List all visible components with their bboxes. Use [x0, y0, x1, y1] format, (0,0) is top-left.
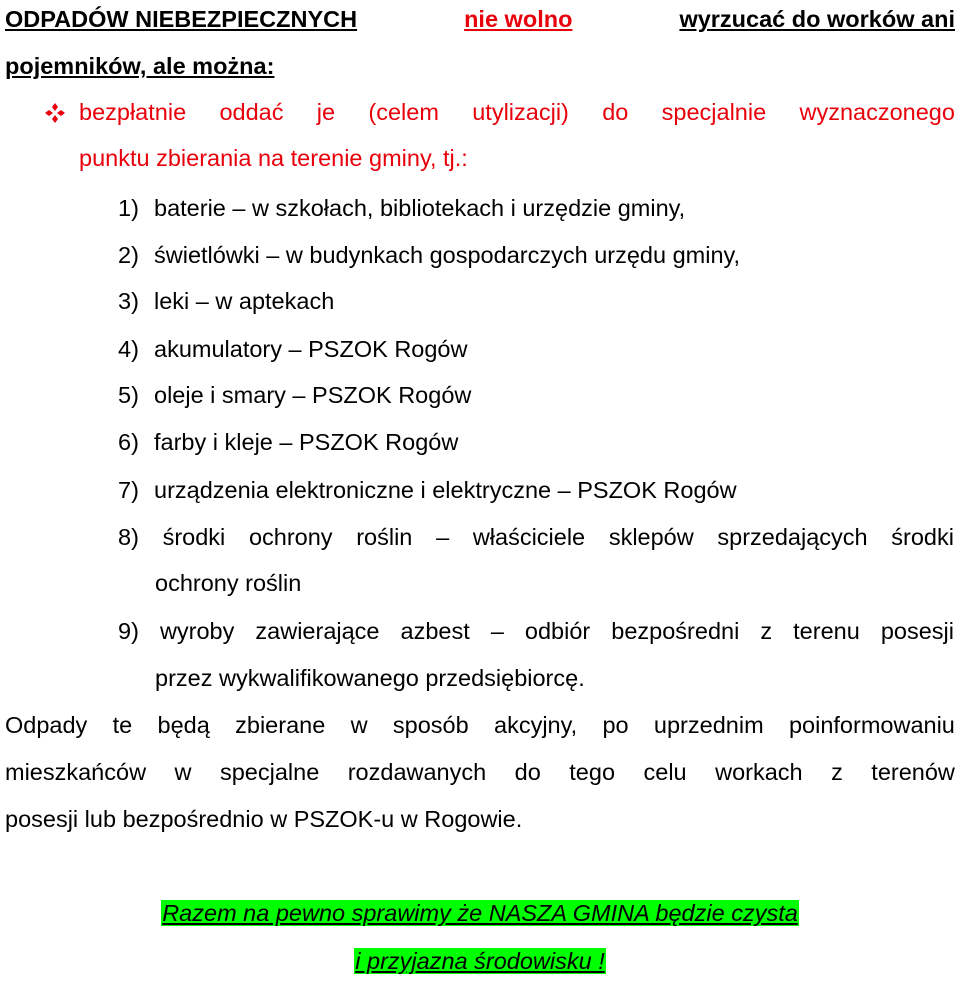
list-text: farby i kleje – PSZOK Rogów: [154, 429, 459, 455]
list-text-word: środki: [162, 524, 226, 550]
paragraph-line-2-word: mieszkańców: [5, 759, 147, 785]
list-number: 5): [118, 382, 139, 408]
slogan-text-2: i przyjazna środowisku !: [355, 948, 605, 974]
list-item-9-continuation: przez wykwalifikowanego przedsiębiorcę.: [155, 665, 585, 691]
list-item-3: [118, 286, 334, 316]
paragraph-line-2-word: workach: [715, 759, 803, 785]
paragraph-line-3: posesji lub bezpośrednio w PSZOK-u w Rogowie.: [5, 806, 523, 832]
list-number: 3): [118, 288, 139, 314]
paragraph-line-2: [5, 757, 955, 787]
list-text: świetlówki – w budynkach gospodarczych urzędu gminy,: [154, 242, 741, 268]
list-item-9: [118, 616, 954, 646]
list-text-word: terenu: [793, 618, 860, 644]
list-text-word: zawierające: [255, 618, 380, 644]
list-item-8: [118, 522, 954, 552]
paragraph-line-2-word: z: [831, 759, 843, 785]
paragraph-line-1-word: w: [350, 712, 368, 738]
list-item-8-line: [118, 522, 954, 552]
list-text-word: środki: [891, 524, 954, 550]
list-text-word: –: [436, 524, 450, 550]
paragraph-line-1-word: akcyjny,: [494, 712, 578, 738]
paragraph-line-2-word: specjalne: [219, 759, 320, 785]
list-item-8-continuation: ochrony roślin: [155, 570, 302, 596]
list-item-6: [118, 427, 458, 457]
list-number: 7): [118, 477, 139, 503]
list-number: 9): [118, 618, 139, 644]
list-text-word: azbest: [400, 618, 470, 644]
bullet-item: [45, 97, 960, 127]
list-item-9-line: [118, 616, 954, 646]
list-item-2: [118, 240, 740, 270]
list-text: baterie – w szkołach, bibliotekach i urzędzie gminy,: [154, 195, 686, 221]
paragraph-line-1-word: poinformowaniu: [788, 712, 955, 738]
list-text: oleje i smary – PSZOK Rogów: [154, 382, 472, 408]
list-text-word: –: [490, 618, 504, 644]
heading-line-1: [5, 4, 955, 34]
paragraph-line-1: [5, 710, 955, 740]
bullet-line-1-word: utylizacji): [472, 99, 569, 125]
bullet-line-1-word: do: [602, 99, 629, 125]
bullet-line-1-word: specjalnie: [661, 99, 767, 125]
paragraph-line-1-word: uprzednim: [653, 712, 764, 738]
list-number: 8): [118, 524, 139, 550]
paragraph-line-2-word: rozdawanych: [347, 759, 487, 785]
heading-part-1: ODPADÓW NIEBEZPIECZNYCH: [5, 6, 358, 32]
paragraph-line-1-word: będą: [157, 712, 210, 738]
bullet-text-line-2: punktu zbierania na terenie gminy, tj.:: [79, 145, 468, 171]
list-text-word: bezpośredni: [611, 618, 740, 644]
bullet-line-1-word: bezpłatnie: [79, 99, 187, 125]
list-item-7: [118, 475, 737, 505]
list-item-1: [118, 193, 685, 223]
list-number: 6): [118, 429, 139, 455]
slogan-line-2: [0, 945, 960, 977]
paragraph-line-1-word: zbierane: [235, 712, 326, 738]
heading-part-2-red: nie wolno: [464, 6, 573, 32]
heading-line-2: pojemników, ale można:: [5, 53, 275, 79]
bullet-line-1-word: je: [316, 99, 336, 125]
list-number: 1): [118, 195, 139, 221]
bullet-line-1-word: oddać: [219, 99, 284, 125]
bullet-text-line-1: [79, 97, 955, 127]
paragraph-line-2-word: terenów: [871, 759, 955, 785]
bullet-line-1-word: (celem: [368, 99, 439, 125]
list-text-word: odbiór: [524, 618, 591, 644]
list-item-5: [118, 380, 471, 410]
paragraph-line-1-word: sposób: [392, 712, 469, 738]
heading-part-3: wyrzucać do worków ani: [679, 6, 955, 32]
list-text: urządzenia elektroniczne i elektryczne – PSZOK Rogów: [154, 477, 737, 503]
list-text-word: sklepów: [608, 524, 694, 550]
list-text: akumulatory – PSZOK Rogów: [154, 336, 468, 362]
slogan-line-1: [0, 897, 960, 929]
list-text-word: roślin: [356, 524, 413, 550]
list-text-word: sprzedających: [717, 524, 868, 550]
four-diamond-bullet-icon: [45, 103, 65, 123]
paragraph-line-2-word: tego: [569, 759, 616, 785]
paragraph-line-2-word: do: [514, 759, 541, 785]
list-text-word: wyroby: [159, 618, 235, 644]
paragraph-line-2-word: w: [174, 759, 192, 785]
paragraph-line-1-word: Odpady: [5, 712, 88, 738]
list-text: leki – w aptekach: [154, 288, 335, 314]
list-text-word: posesji: [880, 618, 954, 644]
list-text-word: z: [760, 618, 773, 644]
list-number: 2): [118, 242, 139, 268]
paragraph-line-2-word: celu: [643, 759, 687, 785]
paragraph-line-1-word: po: [602, 712, 629, 738]
paragraph-line-1-word: te: [112, 712, 133, 738]
list-item-4: [118, 334, 467, 364]
list-text-word: ochrony: [248, 524, 333, 550]
list-number: 4): [118, 336, 139, 362]
slogan-text-1: Razem na pewno sprawimy że NASZA GMINA będzie czysta: [162, 900, 798, 926]
bullet-line-1-word: wyznaczonego: [799, 99, 955, 125]
list-text-word: właściciele: [472, 524, 586, 550]
